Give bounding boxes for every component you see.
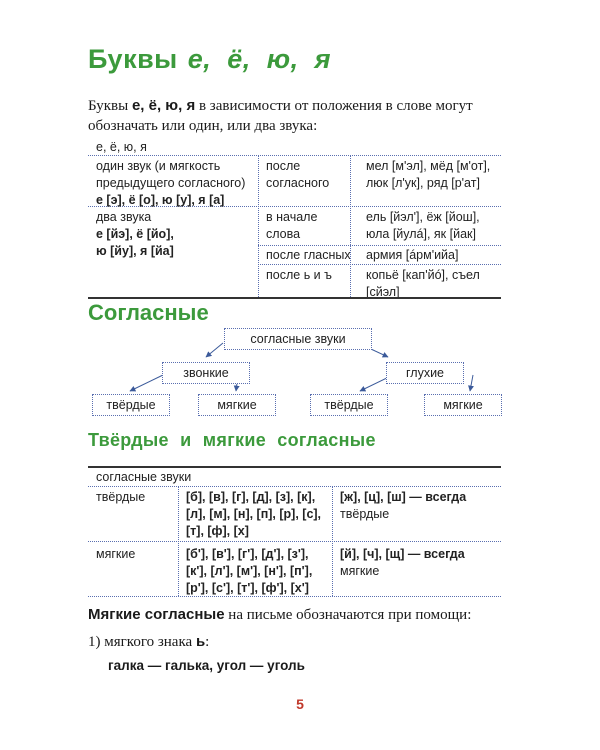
soft-always bbox=[340, 546, 465, 580]
section-title-word: Буквы bbox=[88, 44, 178, 74]
soft-list-line-1: [б'], [в'], [г'], [д'], [з'], bbox=[186, 547, 309, 561]
after-signs-examples bbox=[366, 267, 501, 301]
vowel-table-row-after-vowels bbox=[258, 246, 501, 265]
intro-paragraph bbox=[88, 96, 508, 136]
cons-table-divider-2 bbox=[332, 487, 333, 596]
start-example-b: юла [йулá], як [йак] bbox=[366, 227, 476, 241]
page-number: 5 bbox=[296, 696, 304, 712]
list-item-sign: ь bbox=[195, 633, 206, 650]
soft-note-rest: на письме обозначаются при помощи: bbox=[228, 607, 472, 623]
vowel-table-row-one-sound bbox=[88, 156, 501, 207]
start-example-a: ель [йэл'], ёж [йош], bbox=[366, 210, 480, 224]
soft-list bbox=[186, 546, 312, 597]
vowel-table-row-start bbox=[258, 207, 501, 246]
soft-label: мягкие bbox=[96, 547, 136, 561]
vowel-table-divider-2 bbox=[350, 156, 351, 297]
one-sound-example-a: мел [м'эл], мёд [м'от], bbox=[366, 159, 491, 173]
vowel-table-bottom-border bbox=[88, 297, 501, 299]
list-item-colon: : bbox=[205, 634, 210, 650]
arrow-voiceless-soft bbox=[470, 375, 473, 391]
diagram-voiced-soft: мягкие bbox=[198, 394, 276, 416]
section-title-letters-list: е, ё, ю, я bbox=[187, 44, 332, 74]
hard-list bbox=[186, 489, 321, 540]
intro-letters: е, ё, ю, я bbox=[131, 97, 196, 114]
after-vowels-example: армия [áрм'ийа] bbox=[366, 248, 459, 262]
after-signs-position: после ь и ъ bbox=[266, 268, 332, 282]
one-sound-examples bbox=[366, 158, 501, 192]
vowel-table-row-after-signs bbox=[88, 265, 501, 298]
arrow-root-left bbox=[206, 343, 223, 357]
intro-prefix: Буквы bbox=[88, 98, 129, 114]
start-position: в начале слова bbox=[266, 210, 318, 241]
consonants-table bbox=[88, 468, 501, 596]
after-signs-example-b: [сйэл] bbox=[366, 285, 400, 299]
vowel-table-divider-1 bbox=[258, 156, 259, 297]
arrow-voiced-hard bbox=[130, 375, 163, 391]
soft-list-line-2: [к'], [л'], [м'], [н'], [п'], bbox=[186, 564, 313, 578]
diagram-voiceless-hard: твёрдые bbox=[310, 394, 388, 416]
two-sounds-desc: два звука bbox=[96, 210, 152, 224]
hard-list-line-1: [б], [в], [г], [д], [з], [к], bbox=[186, 490, 316, 504]
after-signs-example-a: копьё [кап'йó], съел bbox=[366, 268, 480, 282]
diagram-voiceless: глухие bbox=[386, 362, 464, 384]
cons-table-header: согласные звуки bbox=[96, 470, 192, 484]
hard-list-line-2: [л], [м], [н], [п], [р], [с], bbox=[186, 507, 322, 521]
list-item-1 bbox=[88, 632, 209, 652]
vowel-table bbox=[88, 137, 501, 297]
vowel-table-header-row bbox=[88, 137, 501, 156]
example-line: галка — галька, угол — уголь bbox=[108, 658, 305, 673]
one-sound-position: после согласного bbox=[266, 159, 330, 190]
diagram-voiced-hard: твёрдые bbox=[92, 394, 170, 416]
soft-always-a: [й], [ч], [щ] — всегда bbox=[340, 547, 465, 561]
cons-table-header-row bbox=[88, 468, 501, 487]
one-sound-letters: е [э], ё [о], ю [у], я [а] bbox=[96, 193, 225, 207]
section-title-consonants: Согласные bbox=[88, 300, 209, 325]
diagram-voiced: звонкие bbox=[162, 362, 250, 384]
diagram-root: согласные звуки bbox=[224, 328, 372, 350]
intro-suffix: в зависимости от положения в слове могут обозначать или один, или два звука: bbox=[88, 98, 473, 134]
hard-label: твёрдые bbox=[96, 490, 146, 504]
after-vowels-position: после гласных bbox=[266, 248, 351, 262]
cons-table-row-hard bbox=[88, 487, 501, 542]
two-sounds-letters-b: ю [йу], я [йа] bbox=[96, 244, 174, 258]
cons-table-divider-1 bbox=[178, 487, 179, 596]
soft-list-line-3: [р'], [с'], [т'], [ф'], [х'] bbox=[186, 581, 309, 595]
hard-list-line-3: [т], [ф], [х] bbox=[186, 524, 249, 538]
vowel-table-header: е, ё, ю, я bbox=[96, 140, 147, 154]
one-sound-desc: один звук (и мягкость предыдущего согласного) bbox=[96, 159, 246, 190]
hard-always bbox=[340, 489, 466, 523]
list-item-prefix: 1) мягкого знака bbox=[88, 634, 193, 650]
soft-note bbox=[88, 605, 518, 625]
hard-always-a: [ж], [ц], [ш] — всегда bbox=[340, 490, 467, 504]
section-title-hard-soft: Твёрдые и мягкие согласные bbox=[88, 430, 376, 450]
hard-always-b: твёрдые bbox=[340, 507, 390, 521]
two-sounds-label bbox=[96, 209, 256, 260]
cons-table-row-soft bbox=[88, 542, 501, 597]
soft-always-b: мягкие bbox=[340, 564, 380, 578]
soft-note-bold: Мягкие согласные bbox=[88, 606, 225, 623]
one-sound-example-b: люк [л'ук], ряд [р'ат] bbox=[366, 176, 480, 190]
one-sound-label bbox=[96, 158, 256, 209]
start-examples bbox=[366, 209, 501, 243]
section-title-letters bbox=[88, 44, 331, 75]
two-sounds-letters-a: е [йэ], ё [йо], bbox=[96, 227, 174, 241]
diagram-voiceless-soft: мягкие bbox=[424, 394, 502, 416]
